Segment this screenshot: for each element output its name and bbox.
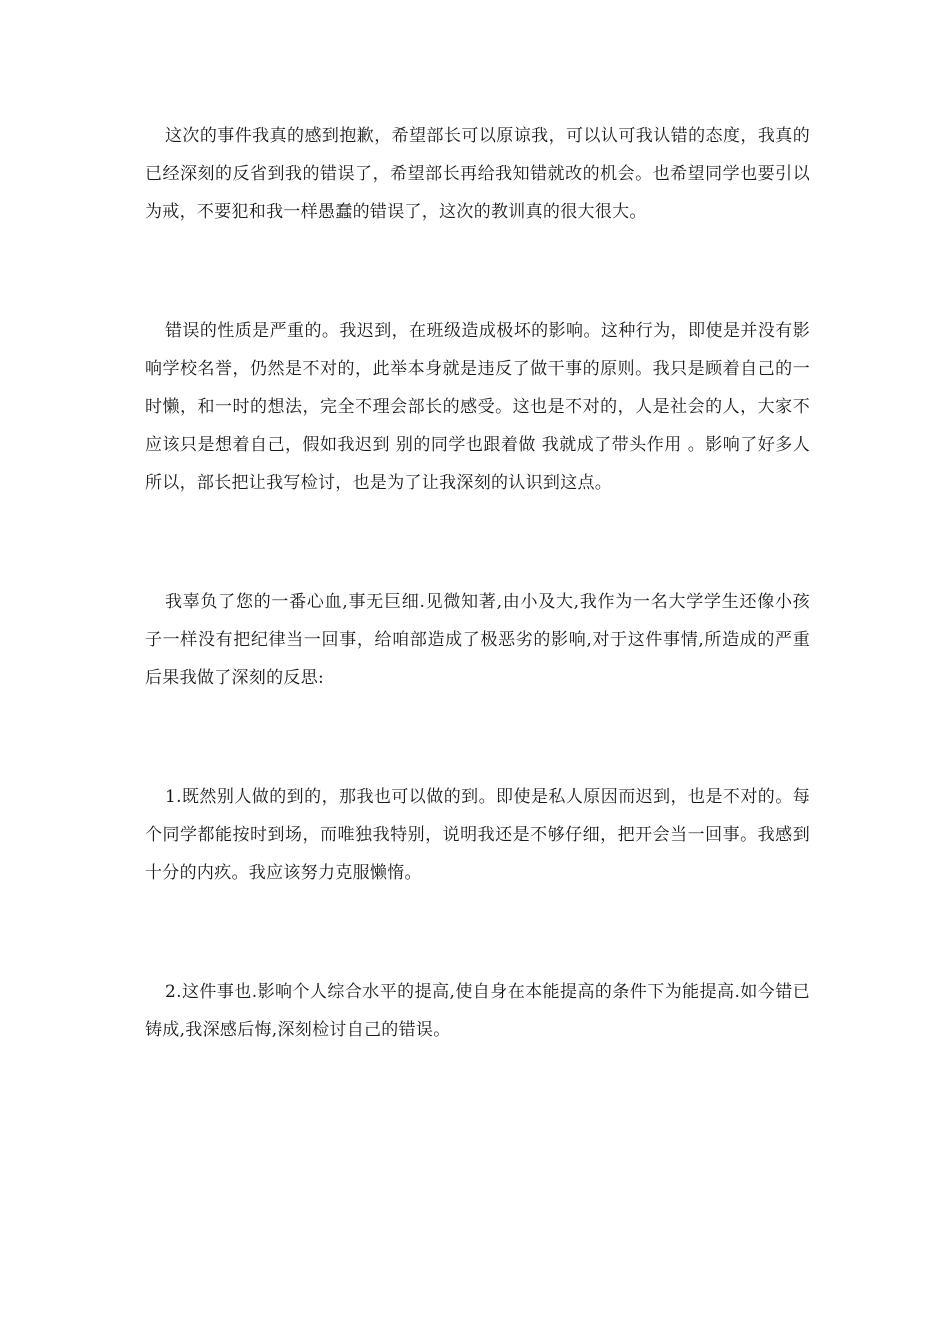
document-body	[145, 117, 810, 1049]
paragraph-point-1: 1.既然别人做的到的，那我也可以做的到。即使是私人原因而迟到，也是不对的。每个同学都能按时到场，而唯独我特别，说明我还是不够仔细，把开会当一回事。我感到十分的内疚。我应该努力克服懒惰。	[145, 787, 810, 883]
paragraph-reflection: 我辜负了您的一番心血,事无巨细.见微知著,由小及大,我作为一名大学学生还像小孩子一样没有把纪律当一回事，给咱部造成了极恶劣的影响,对于这件事情,所造成的严重后果我做了深刻的反思:	[145, 592, 810, 688]
paragraph-apology: 这次的事件我真的感到抱歉，希望部长可以原谅我，可以认可我认错的态度，我真的已经深刻的反省到我的错误了，希望部长再给我知错就改的机会。也希望同学也要引以为戒，不要犯和我一样愚蠢的错误了，这次的教训真的很大很大。	[145, 126, 810, 222]
paragraph-nature-of-mistake: 错误的性质是严重的。我迟到，在班级造成极坏的影响。这种行为，即使是并没有影响学校名誉，仍然是不对的，此举本身就是违反了做干事的原则。我只是顾着自己的一时懒，和一时的想法，完全不理会部长的感受。这也是不对的，人是社会的人，大家不应该只是想着自己，假如我迟到 别的同学也跟着做 我就成了带头作用 。影响了好多人 所以，部长把让我写检讨，也是为了让我深刻的认识到这点。	[145, 321, 810, 493]
paragraph-point-2: 2.这件事也.影响个人综合水平的提高,使自身在本能提高的条件下为能提高.如今错已铸成,我深感后悔,深刻检讨自己的错误。	[145, 982, 810, 1040]
